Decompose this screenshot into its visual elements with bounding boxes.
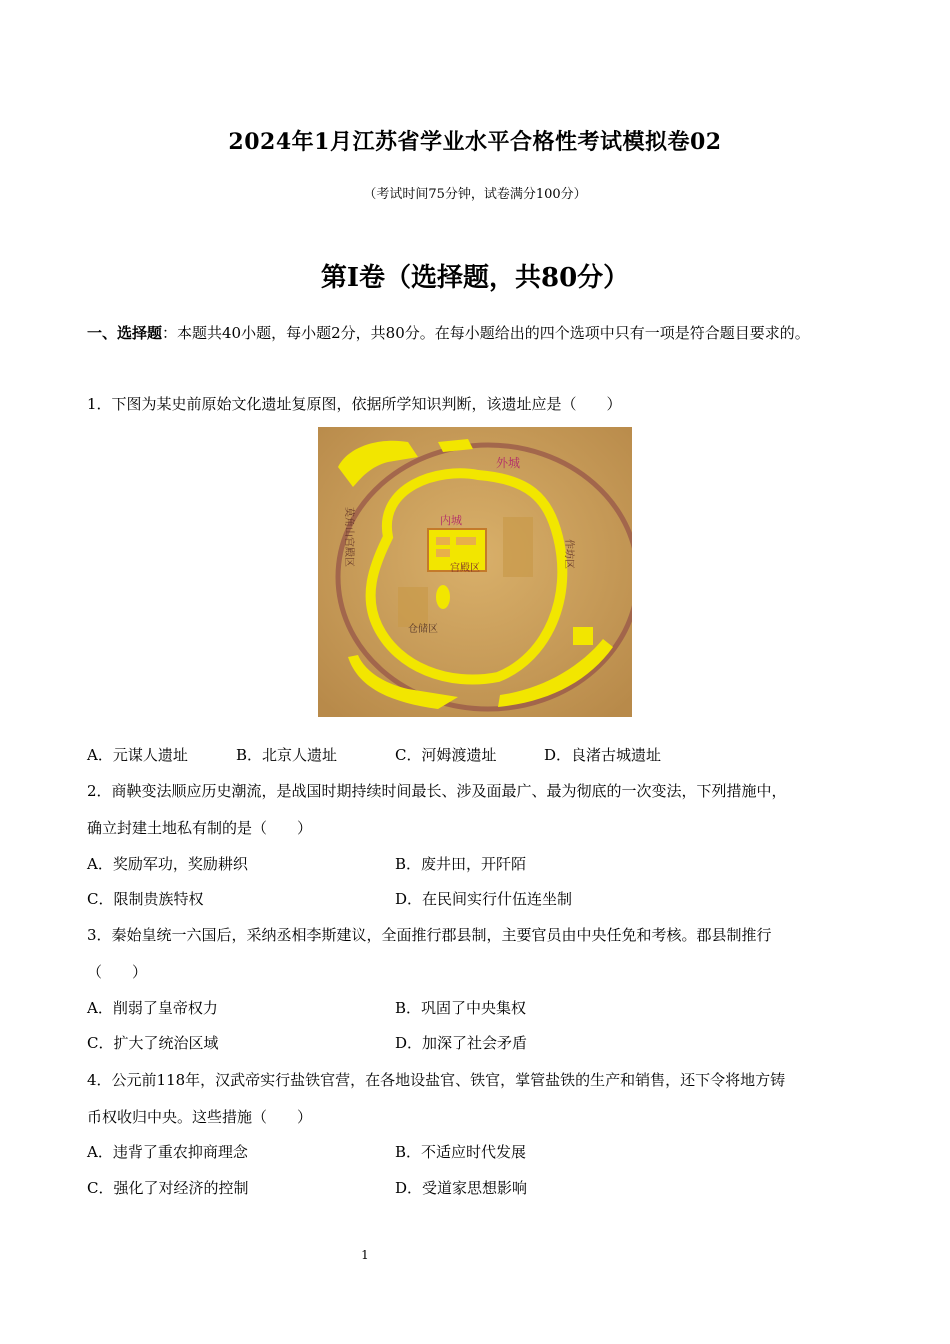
label-west: 莫角山宫殿区: [343, 507, 354, 567]
q2-option-c[interactable]: C．限制贵族特权: [87, 890, 204, 908]
section-title: 第I卷（选择题，共80分）: [320, 263, 630, 293]
q2-option-d[interactable]: D．在民间实行什伍连坐制: [395, 890, 573, 908]
palace-building-2: [456, 537, 476, 545]
question-4-stem-line-2: 币权收归中央。这些措施（ ）: [87, 1108, 313, 1126]
q4-option-a[interactable]: A．违背了重农抑商理念: [87, 1143, 248, 1161]
terrace-east: [503, 517, 533, 577]
exam-subtitle: （考试时间75分钟，试卷满分100分）: [363, 187, 587, 202]
q4-option-d[interactable]: D．受道家思想影响: [395, 1179, 528, 1197]
question-1-stem: 1．下图为某史前原始文化遗址复原图，依据所学知识判断，该遗址应是（ ）: [87, 395, 622, 413]
q1-option-c[interactable]: C．河姆渡遗址: [395, 746, 497, 764]
terrace-west: [398, 587, 428, 627]
q4-option-b[interactable]: B．不适应时代发展: [395, 1143, 527, 1161]
site-reconstruction-map: [318, 427, 632, 717]
question-2-stem-line-1: 2．商鞅变法顺应历史潮流，是战国时期持续时间最长、涉及面最广、最为彻底的一次变法，下列措施中，: [87, 782, 787, 800]
label-inner-city: 内城: [440, 515, 462, 527]
label-east: 作坊区: [563, 539, 574, 569]
question-3-stem-line-2: （ ）: [87, 963, 148, 981]
question-4-stem-line-1: 4．公元前118年，汉武帝实行盐铁官营，在各地设盐官、铁官，掌管盐铁的生产和销售，还下令将地方铸: [87, 1071, 786, 1089]
label-palace: 宫殿区: [450, 563, 480, 574]
instructions-label: 一、选择题: [87, 324, 163, 342]
q1-option-d[interactable]: D．良渚古城遗址: [544, 746, 662, 764]
q2-option-b[interactable]: B．废井田，开阡陌: [395, 855, 527, 873]
question-2-stem-line-2: 确立封建土地私有制的是（ ）: [87, 819, 313, 837]
q3-option-b[interactable]: B．巩固了中央集权: [395, 999, 527, 1017]
question-3-stem-line-1: 3．秦始皇统一六国后，采纳丞相李斯建议，全面推行郡县制，主要官员由中央任免和考核。郡县制推行: [87, 926, 772, 944]
granary-mound: [436, 585, 450, 609]
q3-option-a[interactable]: A．削弱了皇帝权力: [87, 999, 218, 1017]
exam-title: 2024年1月江苏省学业水平合格性考试模拟卷02: [228, 129, 722, 155]
label-outer-city: 外城: [496, 456, 521, 470]
instructions-text: ：本题共40小题，每小题2分，共80分。在每小题给出的四个选项中只有一项是符合题目要求的。: [162, 324, 810, 342]
page-number: 1: [361, 1248, 369, 1262]
palace-building-1: [436, 537, 450, 545]
q4-option-c[interactable]: C．强化了对经济的控制: [87, 1179, 249, 1197]
workshop-block: [573, 627, 593, 645]
site-map-svg: [318, 427, 632, 717]
q2-option-a[interactable]: A．奖励军功，奖励耕织: [87, 855, 248, 873]
q3-option-c[interactable]: C．扩大了统治区域: [87, 1034, 219, 1052]
label-granary: 仓储区: [408, 624, 438, 635]
q1-option-a[interactable]: A．元谋人遗址: [87, 746, 188, 764]
palace-building-3: [436, 549, 450, 557]
q3-option-d[interactable]: D．加深了社会矛盾: [395, 1034, 528, 1052]
instructions: [87, 315, 867, 351]
q1-option-b[interactable]: B．北京人遗址: [236, 746, 338, 764]
